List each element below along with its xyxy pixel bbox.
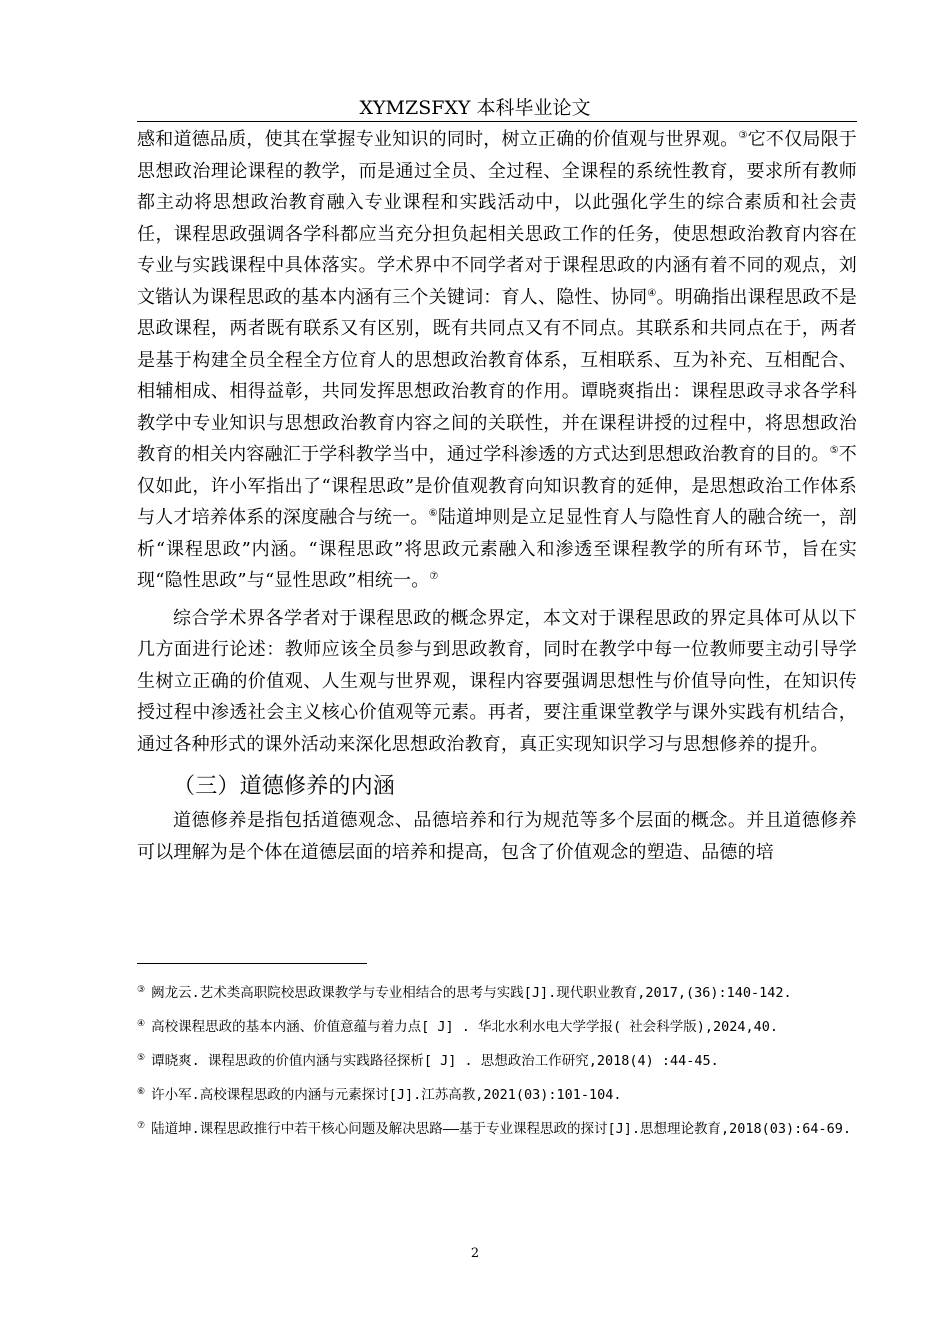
footnote-ref-7: ⑦ xyxy=(429,571,439,582)
footnote-ref-4: ④ xyxy=(647,287,657,299)
footnotes xyxy=(137,978,857,1148)
paragraph-1: 感和道德品质，使其在掌握专业知识的同时，树立正确的价值观与世界观。③它不仅局限于思想政治理论课程的教学，而是通过全员、全过程、全课程的系统性教育，要求所有教师都主动将思想政治教育融入专业课程和实践活动中，以此强化学生的综合素质和社会责任，课程思政强调各学科都应当充分担负起相关思政工作的任务，使思想政治教育内容在专业与实践课程中具体落实。学术界中不同学者对于课程思政的内涵有着不同的观点，刘文锴认为课程思政的基本内涵有三个关键词：育人、隐性、协同④。明确指出课程思政不是思政课程，两者既有联系又有区别，既有共同点又有不同点。其联系和共同点在于，两者是基于构建全员全程全方位育人的思想政治教育体系，互相联系、互为补充、互相配合、相辅相成、相得益彰，共同发挥思想政治教育的作用。谭晓爽指出：课程思政寻求各学科教学中专业知识与思想政治教育内容之间的关联性，并在课程讲授的过程中，将思想政治教育的相关内容融汇于学科教学当中，通过学科渗透的方式达到思想政治教育的目的。⑤不仅如此，许小军指出了“课程思政”是价值观教育向知识教育的延伸，是思想政治工作体系与人才培养体系的深度融合与统一。⑥陆道坤则是立足显性育人与隐性育人的融合统一，剖析“课程思政”内涵。“课程思政”将思政元素融入和渗透至课程教学的所有环节，旨在实现“隐性思政”与“显性思政”相统一。⑦ xyxy=(137,129,858,591)
page-header: XYMZSFXY 本科毕业论文 xyxy=(359,97,591,119)
section-heading: （三）道德修养的内涵 xyxy=(173,774,396,799)
footnote-3: ③ 阙龙云.艺术类高职院校思政课教学与专业相结合的思考与实践[J].现代职业教育,2017,(36):140-142. xyxy=(137,984,792,1001)
footnote-ref-3: ③ xyxy=(738,130,748,141)
page-number: 2 xyxy=(470,1246,480,1261)
footnote-separator xyxy=(137,963,367,964)
footnote-7: ⑦ 陆道坤.课程思政推行中若干核心问题及解决思路——基于专业课程思政的探讨[J].思想理论教育,2018(03):64-69. xyxy=(137,1120,852,1137)
paragraph-2: 综合学术界各学者对于课程思政的概念界定，本文对于课程思政的界定具体可从以下几方面进行论述：教师应该全员参与到思政教育，同时在教学中每一位教师要主动引导学生树立正确的价值观、人生观与世界观，课程内容要强调思想性与价值导向性，在知识传授过程中渗透社会主义核心价值观等元素。再者，要注重课堂教学与课外实践有机结合，通过各种形式的课外活动来深化思想政治教育，真正实现知识学习与思想修养的提升。 xyxy=(137,607,857,755)
footnote-5: ⑤ 谭晓爽. 课程思政的价值内涵与实践路径探析[ J] . 思想政治工作研究,2018(4) :44-45. xyxy=(137,1052,719,1069)
footnote-ref-5: ⑤ xyxy=(829,445,839,456)
body-text xyxy=(137,124,857,868)
footnote-4: ④ 高校课程思政的基本内涵、价值意蕴与着力点[ J] . 华北水利水电大学学报( 社会科学版),2024,40. xyxy=(137,1018,779,1035)
paragraph-3: 道德修养是指包括道德观念、品德培养和行为规范等多个层面的概念。并且道德修养可以理解为是个体在道德层面的培养和提高，包含了价值观念的塑造、品德的培 xyxy=(137,810,857,863)
footnote-6: ⑥ 许小军.高校课程思政的内涵与元素探讨[J].江苏高教,2021(03):101-104. xyxy=(137,1086,622,1103)
header-rule xyxy=(137,121,857,122)
footnote-ref-6: ⑥ xyxy=(428,508,438,519)
